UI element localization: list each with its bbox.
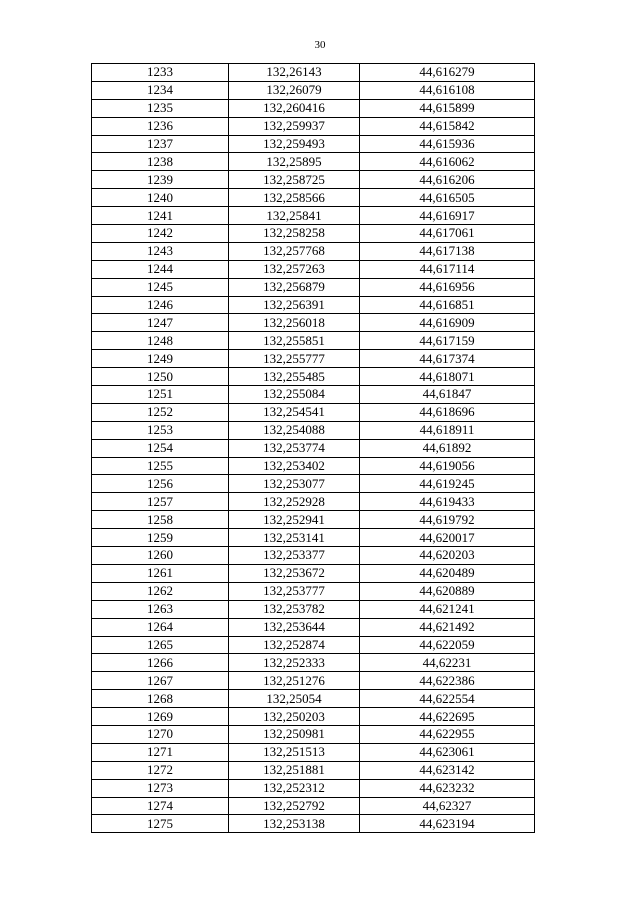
point-number-cell: 1241 [92, 207, 229, 225]
x-coordinate-cell: 132,256879 [229, 278, 360, 296]
point-number-cell: 1272 [92, 761, 229, 779]
point-number-cell: 1253 [92, 421, 229, 439]
table-row [92, 779, 535, 797]
point-number-cell: 1239 [92, 171, 229, 189]
y-coordinate-cell: 44,619056 [360, 457, 535, 475]
y-coordinate-cell: 44,616917 [360, 207, 535, 225]
x-coordinate-cell: 132,25841 [229, 207, 360, 225]
point-number-cell: 1271 [92, 743, 229, 761]
x-coordinate-cell: 132,259493 [229, 135, 360, 153]
table-row [92, 403, 535, 421]
table-row [92, 725, 535, 743]
x-coordinate-cell: 132,25895 [229, 153, 360, 171]
y-coordinate-cell: 44,623061 [360, 743, 535, 761]
x-coordinate-cell: 132,26079 [229, 81, 360, 99]
x-coordinate-cell: 132,254088 [229, 421, 360, 439]
point-number-cell: 1263 [92, 600, 229, 618]
table-row [92, 529, 535, 547]
table-row [92, 64, 535, 82]
x-coordinate-cell: 132,255485 [229, 368, 360, 386]
y-coordinate-cell: 44,615899 [360, 99, 535, 117]
point-number-cell: 1243 [92, 242, 229, 260]
point-number-cell: 1248 [92, 332, 229, 350]
table-row [92, 815, 535, 833]
table-row [92, 511, 535, 529]
y-coordinate-cell: 44,616108 [360, 81, 535, 99]
x-coordinate-cell: 132,258566 [229, 189, 360, 207]
x-coordinate-cell: 132,257263 [229, 260, 360, 278]
x-coordinate-cell: 132,250203 [229, 708, 360, 726]
y-coordinate-cell: 44,621241 [360, 600, 535, 618]
y-coordinate-cell: 44,617061 [360, 225, 535, 243]
y-coordinate-cell: 44,616505 [360, 189, 535, 207]
table-row [92, 600, 535, 618]
y-coordinate-cell: 44,620017 [360, 529, 535, 547]
table-row [92, 564, 535, 582]
point-number-cell: 1250 [92, 368, 229, 386]
point-number-cell: 1254 [92, 439, 229, 457]
table-row [92, 439, 535, 457]
point-number-cell: 1275 [92, 815, 229, 833]
x-coordinate-cell: 132,253644 [229, 618, 360, 636]
point-number-cell: 1261 [92, 564, 229, 582]
point-number-cell: 1245 [92, 278, 229, 296]
point-number-cell: 1273 [92, 779, 229, 797]
table-row [92, 797, 535, 815]
y-coordinate-cell: 44,62327 [360, 797, 535, 815]
x-coordinate-cell: 132,252792 [229, 797, 360, 815]
point-number-cell: 1268 [92, 690, 229, 708]
y-coordinate-cell: 44,616279 [360, 64, 535, 82]
point-number-cell: 1262 [92, 582, 229, 600]
table-row [92, 153, 535, 171]
x-coordinate-cell: 132,253777 [229, 582, 360, 600]
point-number-cell: 1267 [92, 672, 229, 690]
point-number-cell: 1274 [92, 797, 229, 815]
x-coordinate-cell: 132,253402 [229, 457, 360, 475]
point-number-cell: 1240 [92, 189, 229, 207]
y-coordinate-cell: 44,61892 [360, 439, 535, 457]
coordinates-table [91, 63, 535, 833]
table-row [92, 743, 535, 761]
y-coordinate-cell: 44,617114 [360, 260, 535, 278]
y-coordinate-cell: 44,623232 [360, 779, 535, 797]
table-row [92, 242, 535, 260]
table-row [92, 260, 535, 278]
x-coordinate-cell: 132,255851 [229, 332, 360, 350]
y-coordinate-cell: 44,621492 [360, 618, 535, 636]
y-coordinate-cell: 44,618911 [360, 421, 535, 439]
point-number-cell: 1242 [92, 225, 229, 243]
x-coordinate-cell: 132,250981 [229, 725, 360, 743]
point-number-cell: 1244 [92, 260, 229, 278]
x-coordinate-cell: 132,254541 [229, 403, 360, 421]
table-row [92, 278, 535, 296]
point-number-cell: 1255 [92, 457, 229, 475]
point-number-cell: 1258 [92, 511, 229, 529]
y-coordinate-cell: 44,618696 [360, 403, 535, 421]
point-number-cell: 1251 [92, 386, 229, 404]
point-number-cell: 1269 [92, 708, 229, 726]
table-row [92, 368, 535, 386]
table-row [92, 117, 535, 135]
x-coordinate-cell: 132,252333 [229, 654, 360, 672]
x-coordinate-cell: 132,25054 [229, 690, 360, 708]
x-coordinate-cell: 132,253138 [229, 815, 360, 833]
y-coordinate-cell: 44,623194 [360, 815, 535, 833]
point-number-cell: 1259 [92, 529, 229, 547]
point-number-cell: 1256 [92, 475, 229, 493]
x-coordinate-cell: 132,258258 [229, 225, 360, 243]
point-number-cell: 1265 [92, 636, 229, 654]
point-number-cell: 1237 [92, 135, 229, 153]
point-number-cell: 1260 [92, 547, 229, 565]
x-coordinate-cell: 132,252941 [229, 511, 360, 529]
x-coordinate-cell: 132,257768 [229, 242, 360, 260]
x-coordinate-cell: 132,260416 [229, 99, 360, 117]
point-number-cell: 1264 [92, 618, 229, 636]
y-coordinate-cell: 44,619792 [360, 511, 535, 529]
y-coordinate-cell: 44,622955 [360, 725, 535, 743]
x-coordinate-cell: 132,252928 [229, 493, 360, 511]
y-coordinate-cell: 44,619433 [360, 493, 535, 511]
table-row [92, 493, 535, 511]
table-row [92, 708, 535, 726]
point-number-cell: 1270 [92, 725, 229, 743]
y-coordinate-cell: 44,619245 [360, 475, 535, 493]
x-coordinate-cell: 132,251513 [229, 743, 360, 761]
table-row [92, 314, 535, 332]
y-coordinate-cell: 44,622695 [360, 708, 535, 726]
y-coordinate-cell: 44,622386 [360, 672, 535, 690]
point-number-cell: 1249 [92, 350, 229, 368]
x-coordinate-cell: 132,253672 [229, 564, 360, 582]
point-number-cell: 1247 [92, 314, 229, 332]
table-row [92, 421, 535, 439]
y-coordinate-cell: 44,616851 [360, 296, 535, 314]
table-row [92, 690, 535, 708]
y-coordinate-cell: 44,618071 [360, 368, 535, 386]
table-row [92, 672, 535, 690]
table-row [92, 547, 535, 565]
y-coordinate-cell: 44,623142 [360, 761, 535, 779]
table-row [92, 225, 535, 243]
x-coordinate-cell: 132,26143 [229, 64, 360, 82]
point-number-cell: 1233 [92, 64, 229, 82]
x-coordinate-cell: 132,253377 [229, 547, 360, 565]
table-row [92, 207, 535, 225]
table-row [92, 582, 535, 600]
y-coordinate-cell: 44,61847 [360, 386, 535, 404]
coordinates-table-body [92, 64, 535, 833]
table-row [92, 350, 535, 368]
point-number-cell: 1236 [92, 117, 229, 135]
table-row [92, 654, 535, 672]
y-coordinate-cell: 44,622059 [360, 636, 535, 654]
y-coordinate-cell: 44,617159 [360, 332, 535, 350]
x-coordinate-cell: 132,251276 [229, 672, 360, 690]
x-coordinate-cell: 132,252874 [229, 636, 360, 654]
point-number-cell: 1235 [92, 99, 229, 117]
x-coordinate-cell: 132,255084 [229, 386, 360, 404]
y-coordinate-cell: 44,615842 [360, 117, 535, 135]
table-row [92, 475, 535, 493]
table-row [92, 189, 535, 207]
x-coordinate-cell: 132,255777 [229, 350, 360, 368]
y-coordinate-cell: 44,616956 [360, 278, 535, 296]
table-row [92, 636, 535, 654]
y-coordinate-cell: 44,617374 [360, 350, 535, 368]
x-coordinate-cell: 132,259937 [229, 117, 360, 135]
y-coordinate-cell: 44,616909 [360, 314, 535, 332]
table-row [92, 386, 535, 404]
y-coordinate-cell: 44,615936 [360, 135, 535, 153]
table-row [92, 171, 535, 189]
point-number-cell: 1257 [92, 493, 229, 511]
table-row [92, 99, 535, 117]
y-coordinate-cell: 44,62231 [360, 654, 535, 672]
y-coordinate-cell: 44,617138 [360, 242, 535, 260]
x-coordinate-cell: 132,253782 [229, 600, 360, 618]
y-coordinate-cell: 44,620203 [360, 547, 535, 565]
table-row [92, 135, 535, 153]
point-number-cell: 1252 [92, 403, 229, 421]
table-row [92, 761, 535, 779]
table-row [92, 81, 535, 99]
y-coordinate-cell: 44,616062 [360, 153, 535, 171]
x-coordinate-cell: 132,253774 [229, 439, 360, 457]
table-row [92, 296, 535, 314]
y-coordinate-cell: 44,620889 [360, 582, 535, 600]
point-number-cell: 1266 [92, 654, 229, 672]
x-coordinate-cell: 132,253141 [229, 529, 360, 547]
x-coordinate-cell: 132,256018 [229, 314, 360, 332]
x-coordinate-cell: 132,252312 [229, 779, 360, 797]
table-row [92, 332, 535, 350]
x-coordinate-cell: 132,251881 [229, 761, 360, 779]
point-number-cell: 1238 [92, 153, 229, 171]
x-coordinate-cell: 132,256391 [229, 296, 360, 314]
y-coordinate-cell: 44,622554 [360, 690, 535, 708]
point-number-cell: 1246 [92, 296, 229, 314]
page-number: 30 [314, 39, 326, 51]
y-coordinate-cell: 44,616206 [360, 171, 535, 189]
y-coordinate-cell: 44,620489 [360, 564, 535, 582]
x-coordinate-cell: 132,258725 [229, 171, 360, 189]
table-row [92, 618, 535, 636]
table-row [92, 457, 535, 475]
x-coordinate-cell: 132,253077 [229, 475, 360, 493]
point-number-cell: 1234 [92, 81, 229, 99]
